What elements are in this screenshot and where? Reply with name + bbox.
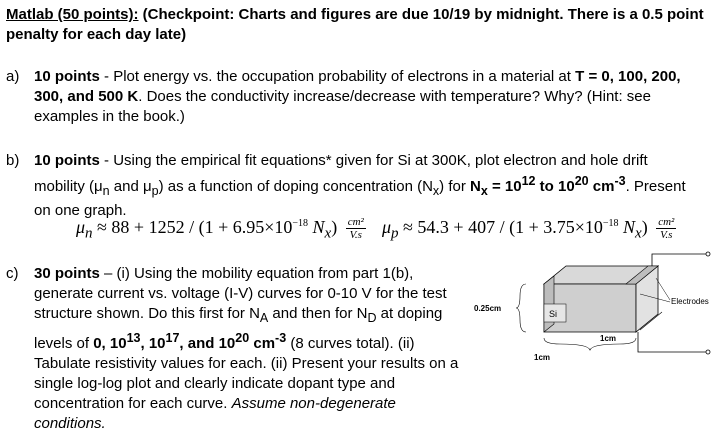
question-c-label: c) (6, 265, 19, 282)
electrodes-label: Electrodes (671, 297, 709, 306)
bottom-wire (638, 332, 706, 352)
assignment-header (6, 5, 711, 45)
thickness-brace (516, 284, 526, 332)
question-b-label: b) (6, 152, 20, 169)
width-label: 1cm (534, 353, 551, 362)
si-label: Si (549, 309, 558, 319)
question-b-body: 10 points - Using the empirical fit equations* given for Si at 300K, plot electron and hole drift mobility ($\mu_n$ and $\mu_p$) as a function of doping concentration $(N_x)$ for $N_x = 10^{12}$ to $10^{20}$ $cm^{-3}$. Present on one graph. (34, 152, 686, 219)
width-brace (544, 338, 636, 350)
bottom-terminal (706, 350, 710, 354)
electron-mobility-equation: $\mu_n \approx 88 + 1252 / (1 + 6.95\times 10^{-18}$ $N_x$) $\frac{\text{cm²}}{V.s}$ (76, 216, 364, 242)
question-a-body: 10 points - Plot energy vs. the occupation probability of electrons in a material at T = 0, 100, 200, 300, and 500 K. Does the conductivity increase/decrease with temperature? Why? (Hint: see examples in the book.) (34, 68, 681, 125)
electron-mobility-unit: $\frac{\text{cm²}}{V.s}$ (347, 216, 364, 242)
header-note: (Checkpoint: Charts and figures are due 10/19 by midnight. There is a 0.5 point penalty for each day late) (6, 6, 704, 43)
hole-mobility-equation: $\mu_p \approx 54.3 + 407 / (1 + 3.75\times 10^{-18}$ $N_x$) $\frac{\text{cm²}}{V.s}$ (382, 216, 675, 242)
question-b-points: 10 points (34, 152, 100, 169)
top-terminal (706, 252, 710, 256)
test-structure-diagram (474, 248, 714, 368)
question-c-points: 30 points (34, 265, 100, 282)
thickness-label: 0.25cm (474, 304, 502, 313)
question-c-body: 30 points – (i) Using the mobility equation from part 1(b), generate current vs. voltage (I-V) curves for 0-10 V for the test structure shown. Do this first for $N_A$ and then for $N_D$ at doping levels of 0, $10^{13}$, $10^{17}$, and $10^{20}$ $cm^{-3}$ (8 curves total). (ii) Tabulate resistivity values for each. (ii) Present your results on a single log-log plot and clearly indicate dopant type and concentration for each curve. Assume non-degenerate conditions. (34, 265, 459, 432)
top-wire (652, 254, 706, 266)
question-a-label: a) (6, 68, 20, 85)
depth-label: 1cm (600, 334, 617, 343)
question-a-points: 10 points (34, 68, 100, 85)
header-title: Matlab (50 points): (6, 6, 139, 23)
hole-mobility-unit: $\frac{\text{cm²}}{V.s}$ (658, 216, 675, 242)
